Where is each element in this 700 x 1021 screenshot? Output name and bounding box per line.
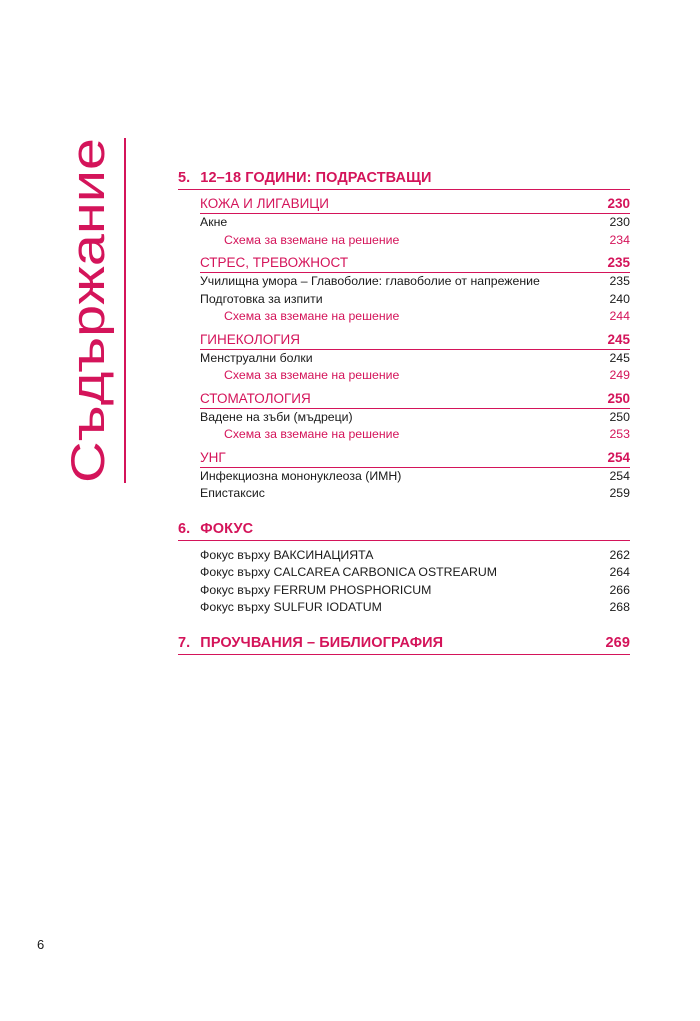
page-number: 269 xyxy=(605,634,630,651)
vertical-rule xyxy=(124,138,126,483)
entry-label: Фокус върху SULFUR IODATUM xyxy=(200,600,382,614)
section-6 xyxy=(178,521,630,617)
section-number: 5. xyxy=(178,170,191,186)
group-heading-skin[interactable] xyxy=(200,196,630,214)
entry-label: Схема за вземане на решение xyxy=(224,232,400,247)
entry-label: Подготовка за изпити xyxy=(200,291,323,306)
table-of-contents xyxy=(178,170,630,655)
section-7 xyxy=(178,635,630,655)
toc-entry[interactable] xyxy=(200,291,630,309)
page-number: 268 xyxy=(609,600,630,614)
entry-label: Епистаксис xyxy=(200,486,265,500)
entry-label: Схема за вземане на решение xyxy=(224,309,400,323)
entry-label: Инфекциозна мононуклеоза (ИМН) xyxy=(200,468,402,483)
toc-entry[interactable] xyxy=(200,409,630,427)
group-heading-stress[interactable] xyxy=(200,255,630,273)
section-heading[interactable] xyxy=(178,170,630,190)
entry-label: Менструални болки xyxy=(200,350,313,365)
group-title: ГИНЕКОЛОГИЯ xyxy=(200,331,300,347)
toc-entry[interactable] xyxy=(200,273,630,291)
group-heading-dentistry[interactable] xyxy=(200,391,630,409)
page-number: 249 xyxy=(609,368,630,382)
section-title: 12–18 ГОДИНИ: ПОДРАСТВАЩИ xyxy=(200,170,432,186)
toc-entry[interactable] xyxy=(200,350,630,368)
entry-label: Схема за вземане на решение xyxy=(224,368,400,382)
entry-label: Фокус върху FERRUM PHOSPHORICUM xyxy=(200,582,432,597)
section-heading[interactable] xyxy=(178,521,630,541)
page-number: 245 xyxy=(607,331,630,347)
toc-entry[interactable] xyxy=(200,468,630,486)
toc-entry[interactable] xyxy=(200,599,630,617)
page-number: 230 xyxy=(607,196,630,211)
section-heading[interactable] xyxy=(178,635,630,655)
section-number: 6. xyxy=(178,520,191,537)
entry-label: Училищна умора – Главоболие: главоболие от напрежение xyxy=(200,274,540,288)
page-number: 259 xyxy=(609,486,630,500)
page-number: 266 xyxy=(609,582,630,597)
page-number: 245 xyxy=(609,350,630,365)
entry-label: Фокус върху CALCAREA CARBONICA OSTREARUM xyxy=(200,565,497,579)
page-number: 234 xyxy=(609,232,630,247)
section-number: 7. xyxy=(178,634,191,651)
group-title: КОЖА И ЛИГАВИЦИ xyxy=(200,196,329,211)
vertical-title xyxy=(58,138,120,483)
entry-label: Фокус върху ВАКСИНАЦИЯТА xyxy=(200,547,374,562)
toc-entry[interactable] xyxy=(200,547,630,565)
page-number: 240 xyxy=(609,291,630,306)
page-number: 254 xyxy=(609,468,630,483)
group-heading-ent[interactable] xyxy=(200,450,630,468)
vertical-title-text: Съдържание xyxy=(61,201,114,483)
group-heading-gynecology[interactable] xyxy=(200,332,630,350)
toc-entry[interactable] xyxy=(200,214,630,232)
page-number: 262 xyxy=(609,547,630,562)
section-title: ФОКУС xyxy=(200,520,254,537)
page-number: 250 xyxy=(607,390,630,406)
toc-entry[interactable] xyxy=(200,564,630,582)
page-number: 244 xyxy=(609,309,630,323)
section-5 xyxy=(178,170,630,503)
page-number: 254 xyxy=(607,449,630,465)
toc-entry[interactable] xyxy=(200,582,630,600)
group-title: СТРЕС, ТРЕВОЖНОСТ xyxy=(200,255,349,270)
entry-label: Схема за вземане на решение xyxy=(224,427,400,441)
toc-subentry[interactable] xyxy=(200,367,630,385)
group-title: СТОМАТОЛОГИЯ xyxy=(200,390,311,406)
section-title: ПРОУЧВАНИЯ – БИБЛИОГРАФИЯ xyxy=(200,634,444,651)
page-folio: 6 xyxy=(37,937,45,952)
page-number: 230 xyxy=(609,215,630,229)
page-number: 250 xyxy=(609,409,630,424)
page-number: 264 xyxy=(609,565,630,579)
page-number: 253 xyxy=(609,427,630,441)
entry-label: Вадене на зъби (мъдреци) xyxy=(200,409,353,424)
page-number: 235 xyxy=(607,255,630,270)
page-number: 235 xyxy=(609,274,630,288)
toc-subentry[interactable] xyxy=(200,232,630,250)
toc-subentry[interactable] xyxy=(200,426,630,444)
entry-label: Акне xyxy=(200,215,228,229)
group-title: УНГ xyxy=(200,449,226,465)
toc-subentry[interactable] xyxy=(200,308,630,326)
toc-entry[interactable] xyxy=(200,485,630,503)
